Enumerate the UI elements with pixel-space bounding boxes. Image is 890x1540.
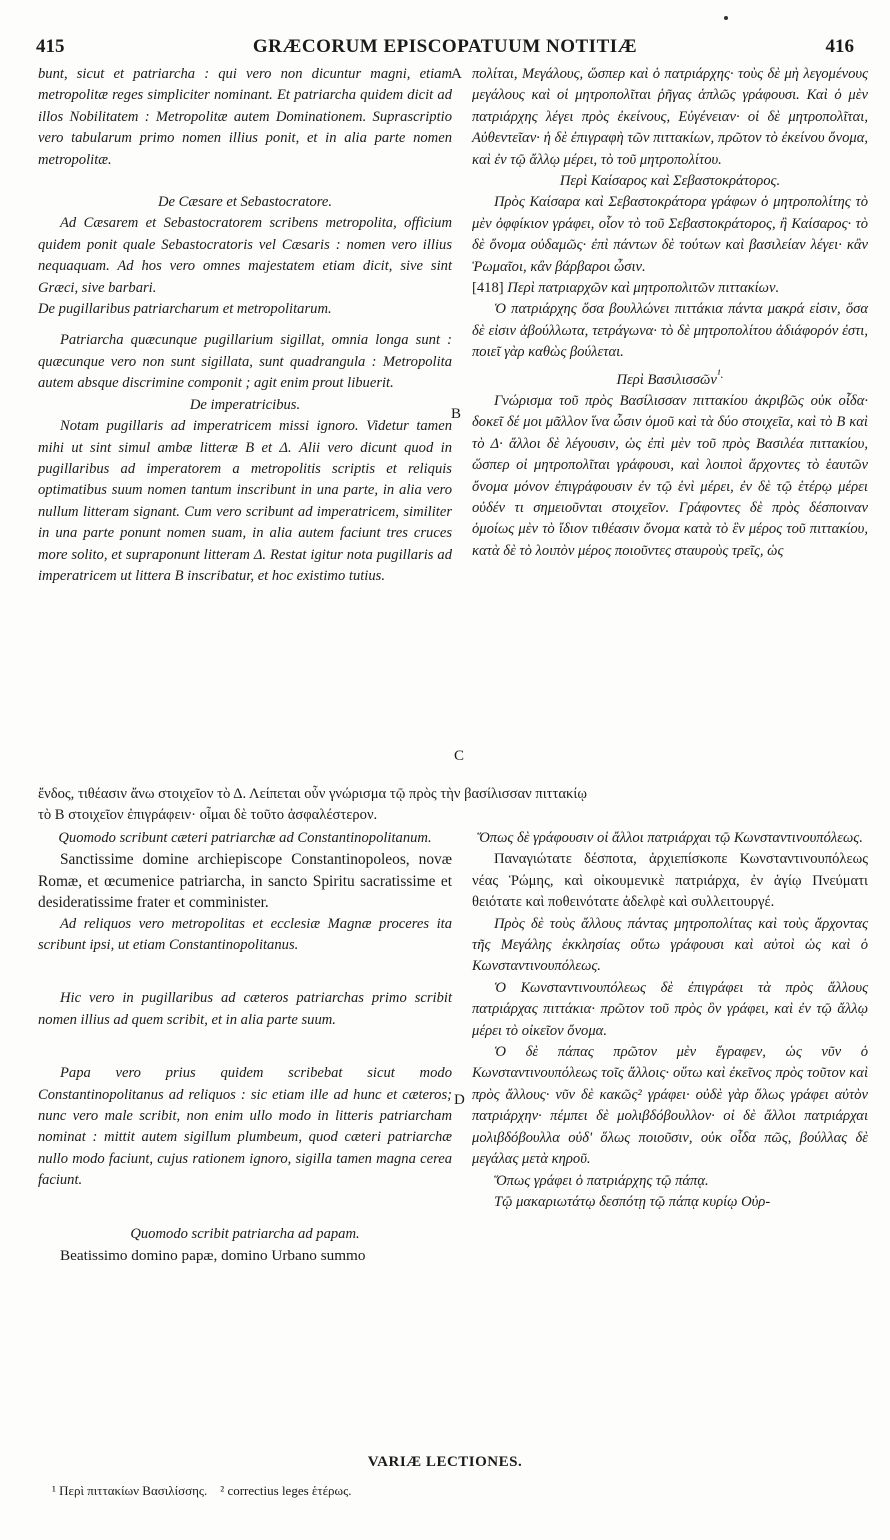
ink-speck bbox=[724, 16, 728, 20]
footnotes bbox=[52, 1483, 852, 1499]
greek-paragraph: Γνώρισμα τοῦ πρὸς Βασίλισσαν πιττακίου ἀκριβῶς οὐκ οἶδα· δοκεῖ δέ μοι μᾶλλον ἵνα ὦσιν ὁμοῦ καὶ τὰ δύο στοιχεῖα, καὶ τὸ Β καὶ τὸ Δ· ἄλλοι δὲ λέγουσιν, ὡς ἐπὶ μὲν τοῦ πρὸς Βασιλέα πιττακίου, ὥσπερ οἱ μητροπολῖται γράφουσι, καὶ λοιποὶ ἄρχοντες τὸ ἑαυτῶν ὄνομα μόνον ἐπιγράφουσιν ἐν τῷ ἑνὶ μέρει, ἐν δὲ τῷ ἑτέρῳ μέρει οὐδέν τι σημειοῦνται στοιχεῖον. Γράφοντες δὲ πρὸς δέσποιναν ὁμοίως μὲν τὸ ἴδιον τιθέασιν ὄνομα κατὰ τὸ ἓν μέρος τοῦ πιττακίου, κατὰ δὲ τὸ λοιπὸν μέρος ποιοῦντες σταυροὺς τρεῖς, ὡς bbox=[472, 392, 868, 559]
margin-marker-a: A bbox=[451, 66, 462, 82]
margin-marker-c: C bbox=[454, 748, 465, 764]
margin-marker-d: D bbox=[454, 1092, 465, 1108]
greek-paragraph: Ὁ πατριάρχης ὅσα βουλλώνει πιττάκια πάντα μακρά εἰσιν, ὅσα δὲ εἰσιν ἀβούλλωτα, τετράγωνα· τὸ δὲ μητροπολίτου ἀδιάφορόν ἐστι, ποιεῖ γὰρ καθὼς βούλεται. bbox=[472, 301, 868, 361]
greek-heading: Ὅπως γράφει ὁ πατριάρχης τῷ πάπᾳ. bbox=[494, 1172, 709, 1189]
greek-heading bbox=[472, 364, 868, 391]
greek-heading-text: Περὶ πατριαρχῶν καὶ μητροπολιτῶν πιττακίων. bbox=[507, 280, 780, 297]
latin-paragraph: Patriarcha quæcunque pugillarium sigillat, omnia longa sunt : quæcunque vero non sunt sigillata, sunt quadrangula : Metropolita autem absque discrimine componit ; agit enim prout libuerit. bbox=[38, 332, 452, 392]
latin-heading: De pugillaribus patriarcharum et metropolitarum. bbox=[38, 301, 332, 318]
footnote: ¹ Περὶ πιττακίων Βασιλίσσης. bbox=[52, 1483, 208, 1498]
spanning-line-right: γνώρισμα τῷ πρὸς τὴν βασίλισσαν πιττακίῳ bbox=[328, 786, 587, 802]
variae-lectiones-title: VARIÆ LECTIONES. bbox=[367, 1454, 523, 1470]
latin-paragraph: Sanctissime domine archiepiscope Constantinopoleos, novæ Romæ, et œcumenice patriarcha, in sancto Spiritu sacratissime et desideratissime frater et comminister. bbox=[38, 851, 452, 912]
greek-heading bbox=[472, 278, 868, 299]
margin-marker-b: B bbox=[451, 406, 462, 422]
greek-paragraph: Ὁ Κωνσταντινουπόλεως δὲ ἐπιγράφει τὰ πρὸς ἄλλους πατριάρχας πιττάκια· πρῶτον τοῦ πρὸς ὃν γράφει, καὶ ἐν τῷ ἄλλῳ μέρει τὸ οἰκεῖον ὄνομα. bbox=[472, 979, 868, 1039]
greek-heading-text: Περὶ Βασιλισσῶν bbox=[616, 371, 717, 388]
running-header bbox=[36, 36, 854, 62]
greek-paragraph: Πρὸς Καίσαρα καὶ Σεβαστοκράτορα γράφων ὁ μητροπολίτης τὸ μὲν ὀφφίκιον γράφει, οἷον τὸ τοῦ Σεβαστοκράτορος, ἢ Καίσαρος· τὸ δὲ ὄνομα οὐδαμῶς· ἐπὶ πάντων δὲ τούτων καὶ βασιλείαν λέγει· κἂν Ῥωμαῖοι, κἂν βάρβαροι ὦσιν. bbox=[472, 194, 868, 275]
spanning-line-left: ἔνδος, τιθέασιν ἄνω στοιχεῖον τὸ Δ. Λείπεται οὖν bbox=[38, 786, 326, 802]
page-number-left: 415 bbox=[36, 36, 65, 57]
footnote: ² correctius leges ἑτέρως. bbox=[220, 1483, 352, 1498]
latin-paragraph: Papa vero prius quidem scribebat sicut modo Constantinopolitanus ad reliquos : sic etiam ille ad hunc et cæteros; nunc vero male scribit, non enim ullo modo in litteris patriarcham nominat : mittit autem sigillum plumbeum, quod cæteri patriarchæ nullo modo faciunt, cujus rationem ignoro, sigilla tamen magna cerea faciunt. bbox=[38, 1065, 452, 1189]
greek-column-lower bbox=[472, 828, 868, 1213]
latin-column bbox=[38, 64, 452, 587]
spanning-line bbox=[38, 784, 868, 805]
greek-paragraph: Ὁ δὲ πάπας πρῶτον μὲν ἔγραφεν, ὡς νῦν ὁ Κωνσταντινουπόλεως τοῖς ἄλλοις· οὕτω καὶ ἐκεῖνος πρὸς τοῦτον καὶ πρὸς ἄλλους· νῦν δὲ κακῶς² γράφει· οὐδὲ γὰρ ὅλως γράφει αὐτὸν πατριάρχην· πέμπει δὲ μολιβδόβουλλον· οἱ δὲ ἄλλοι πατριάρχαι μολιβδόβουλλα οὐδ' ὅλως ποιοῦσιν, οὐκ οἶδα πῶς, βούλλας δὲ μεγάλας μετὰ κηροῦ. bbox=[472, 1044, 868, 1168]
latin-paragraph: Beatissimo domino papæ, domino Urbano summo bbox=[60, 1247, 366, 1265]
bracket-page-ref: [418] bbox=[472, 280, 504, 297]
latin-paragraph: bunt, sicut et patriarcha : qui vero non dicuntur magni, etiam metropolitæ reges simpliciter nominant. Et patriarcha quidem dicit ad illos Nobilitatem : Metropolitæ autem Dominationem. Suprascriptio vero tabularum primo nomen illius ponit, et in alia parte nomen metropolitæ. bbox=[38, 66, 452, 168]
latin-heading: Quomodo scribunt cæteri patriarchæ ad Constantinopolitanum. bbox=[58, 830, 432, 846]
greek-heading: Ὅπως δὲ γράφουσιν οἱ ἄλλοι πατριάρχαι τῷ Κωνσταντινουπόλεως. bbox=[477, 830, 863, 846]
latin-paragraph: Notam pugillaris ad imperatricem missi ignoro. Videtur tamen mihi ut sint simul ambæ litteræ B et Δ. Alii vero dicunt quod in pugillaribus ad imperatorem a metropolitis scriptis et reliquis optimatibus suum nomen tantum inscribunt in una parte, in alia vero nullum litteram signant. Cum vero scribunt ad imperatricem, similiter in una parte ponunt nomen suam, in alia autem faciunt tres cruces more solito, et supraponunt litteram Δ. Restat igitur nota pugillaris ad imperatricem ut littera B inscribatur, et hoc existimo tutius. bbox=[38, 418, 452, 584]
latin-heading: Quomodo scribit patriarcha ad papam. bbox=[130, 1225, 360, 1242]
latin-heading: De Cæsare et Sebastocratore. bbox=[157, 194, 333, 211]
running-title: GRÆCORUM EPISCOPATUUM NOTITIÆ bbox=[252, 36, 638, 57]
latin-paragraph: Ad Cæsarem et Sebastocratorem scribens metropolita, officium quidem ponit quale Sebastocratoris vel Cæsaris : nomen vero illius nequaquam. Ad hos vero omnes majestatem etiam dicit, sive sint Græci, sive barbari. bbox=[38, 215, 452, 296]
latin-column-lower bbox=[38, 828, 452, 1267]
page-number-right: 416 bbox=[825, 36, 854, 57]
latin-paragraph: Ad reliquos vero metropolitas et ecclesiæ Magnæ proceres ita scribunt ipsi, ut etiam Constantinopolitanus. bbox=[38, 915, 452, 954]
latin-heading: De imperatricibus. bbox=[189, 396, 301, 413]
spanning-line: τὸ Β στοιχεῖον ἐπιγράφειν· οἶμαι δὲ τοῦτο ἀσφαλέστερον. bbox=[38, 807, 378, 824]
greek-heading: Περὶ Καίσαρος καὶ Σεβαστοκράτορος. bbox=[559, 173, 781, 190]
note-ref: ¹. bbox=[716, 366, 724, 381]
greek-paragraph: πολίται, Μεγάλους, ὥσπερ καὶ ὁ πατριάρχης· τοὺς δὲ μὴ λεγομένους μεγάλους καὶ οἱ μητροπολῖται ῥῆγας ἁπλῶς γράφουσι. Καὶ ὁ μὲν πατριάρχης λέγει πρὸς ἐκείνους, Εὐγένειαν· οἱ δὲ μητροπολῖται, Αὐθεντεῖαν· ἡ δὲ ἐπιγραφὴ τῶν πιττακίων, πρῶτον τὸ ἐκείνου ὄνομα, καὶ ἐν τῷ ἄλλῳ μέρει, τὸ τοῦ μητροπολίτου. bbox=[472, 66, 868, 168]
greek-paragraph: Πρὸς δὲ τοὺς ἄλλους πάντας μητροπολίτας καὶ τοὺς ἄρχοντας τῆς Μεγάλης ἐκκλησίας οὕτω γράφουσι καὶ αὐτοὶ ὡς καὶ ὁ Κωνσταντινουπόλεως. bbox=[472, 915, 868, 975]
greek-paragraph: Παναγιώτατε δέσποτα, ἀρχιεπίσκοπε Κωνσταντινουπόλεως νέας Ῥώμης, καὶ οἰκουμενικὲ πατριάρχα, ἐν ἁγίῳ Πνεύματι θειότατε καὶ ποθεινότατε ἀδελφὲ καὶ συλλειτουργέ. bbox=[472, 851, 868, 911]
greek-column bbox=[472, 64, 868, 562]
greek-paragraph: Τῷ μακαριωτάτῳ δεσπότῃ τῷ πάπᾳ κυρίῳ Οὐρ- bbox=[494, 1193, 771, 1210]
latin-paragraph: Hic vero in pugillaribus ad cæteros patriarchas primo scribit nomen illius ad quem scribit, et in alia parte suum. bbox=[38, 990, 452, 1028]
spanning-lines bbox=[38, 784, 868, 827]
